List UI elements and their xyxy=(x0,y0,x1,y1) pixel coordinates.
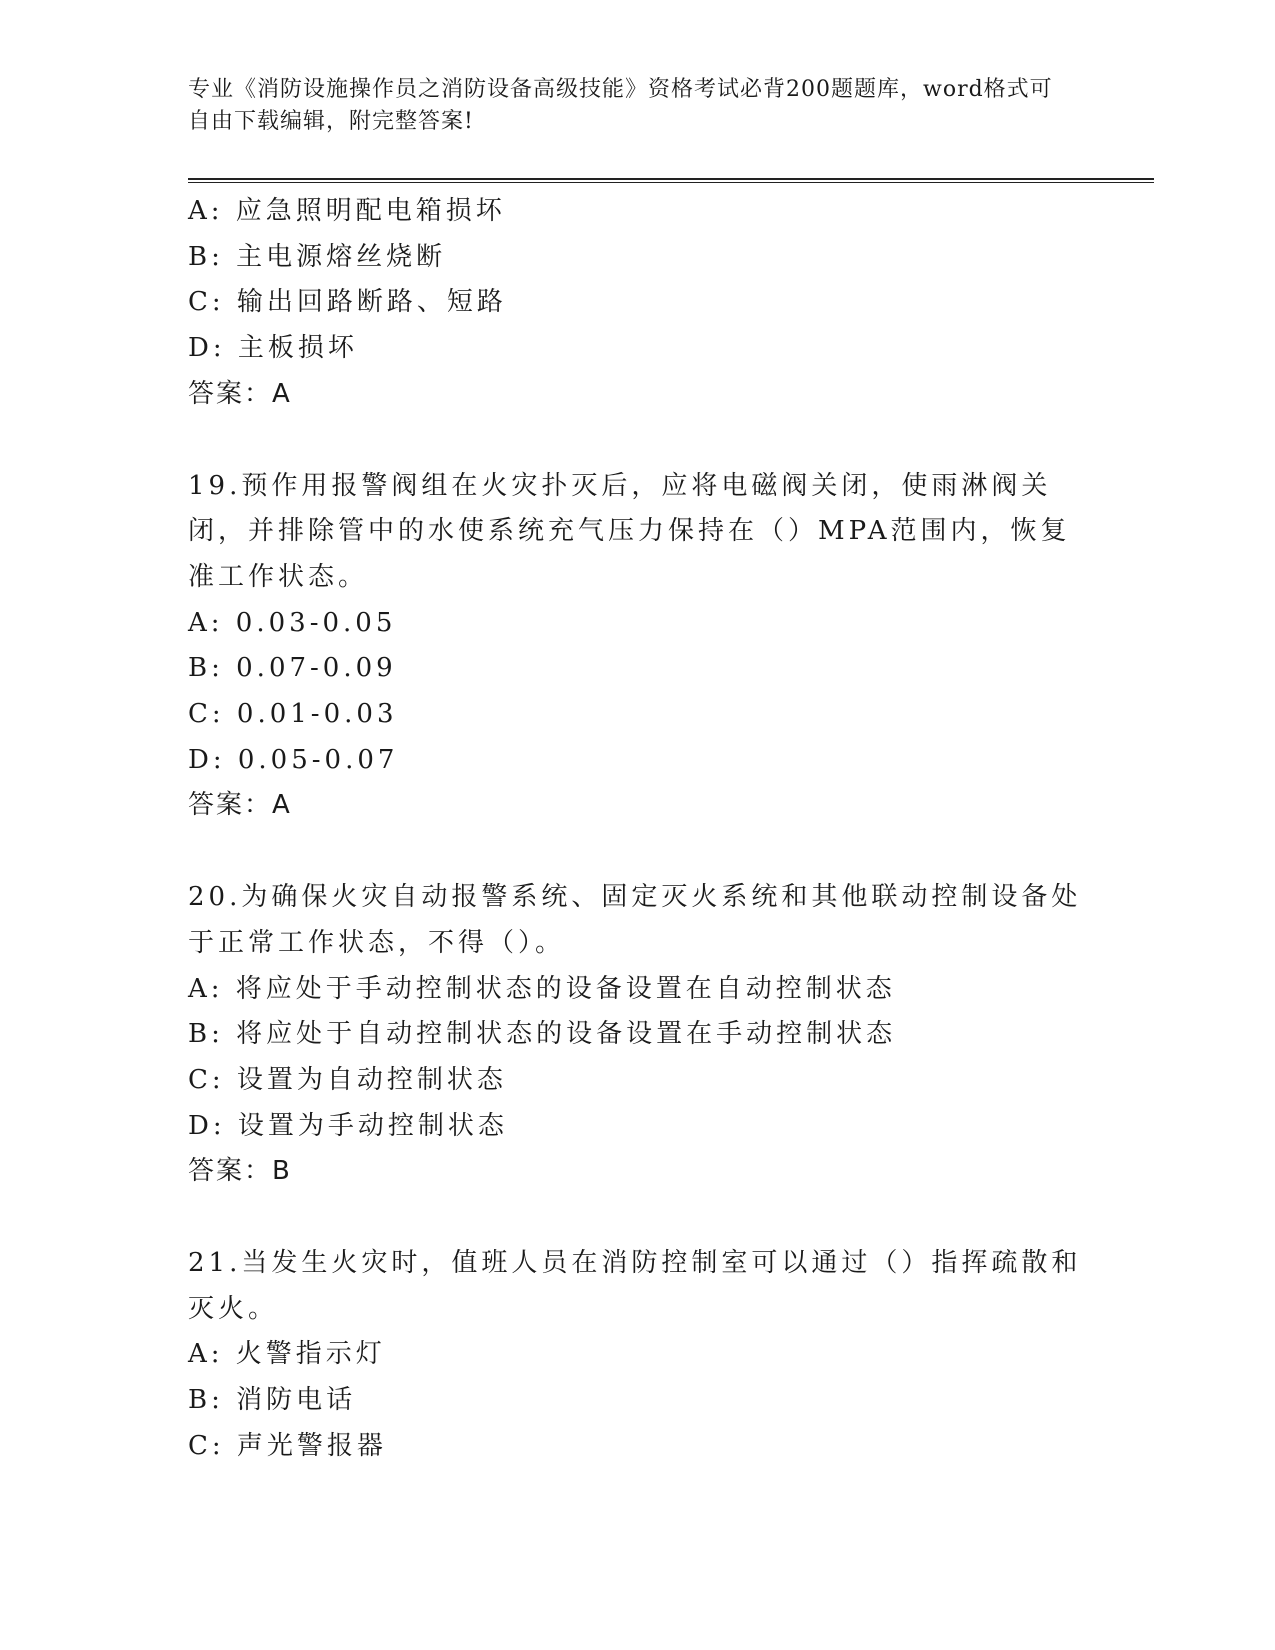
answer-line: 答案：A xyxy=(188,378,292,409)
option-c: C: 设置为自动控制状态 xyxy=(188,1064,507,1095)
question-18-block xyxy=(188,189,1088,418)
question-content xyxy=(188,189,1088,1470)
question-19-block xyxy=(188,464,1088,830)
option-a: A: 火警指示灯 xyxy=(188,1339,386,1370)
answer-line: 答案：B xyxy=(188,1156,292,1187)
question-21-block xyxy=(188,1241,1088,1470)
option-d: D: 0.05-0.07 xyxy=(188,744,399,775)
option-a: A: 将应处于手动控制状态的设备设置在自动控制状态 xyxy=(188,973,896,1004)
option-a: A: 0.03-0.05 xyxy=(188,607,397,638)
option-c: C: 0.01-0.03 xyxy=(188,699,398,730)
answer-line: 答案：A xyxy=(188,790,292,821)
option-b: B: 0.07-0.09 xyxy=(188,653,397,684)
option-c: C: 输出回路断路、短路 xyxy=(188,287,507,318)
question-stem: 20.为确保火灾自动报警系统、固定灭火系统和其他联动控制设备处于正常工作状态，不得（）。 xyxy=(188,882,1082,958)
option-a: A: 应急照明配电箱损坏 xyxy=(188,196,506,226)
question-20-block xyxy=(188,875,1088,1195)
option-d: D: 主板损坏 xyxy=(188,333,358,364)
option-d: D: 设置为手动控制状态 xyxy=(188,1110,508,1141)
option-b: B: 主电源熔丝烧断 xyxy=(188,241,447,272)
option-c: C: 声光警报器 xyxy=(188,1430,387,1461)
header-divider xyxy=(188,178,1154,183)
option-b: B: 消防电话 xyxy=(188,1385,357,1416)
question-stem: 21.当发生火灾时，值班人员在消防控制室可以通过（）指挥疏散和灭火。 xyxy=(188,1248,1082,1324)
document-header: 专业《消防设施操作员之消防设备高级技能》资格考试必背200题题库，word格式可自由下载编辑，附完整答案! xyxy=(188,77,1053,134)
option-b: B: 将应处于自动控制状态的设备设置在手动控制状态 xyxy=(188,1019,897,1050)
question-stem: 19.预作用报警阀组在火灾扑灭后，应将电磁阀关闭，使雨淋阀关闭，并排除管中的水使系统充气压力保持在（）MPA范围内，恢复准工作状态。 xyxy=(188,470,1071,592)
